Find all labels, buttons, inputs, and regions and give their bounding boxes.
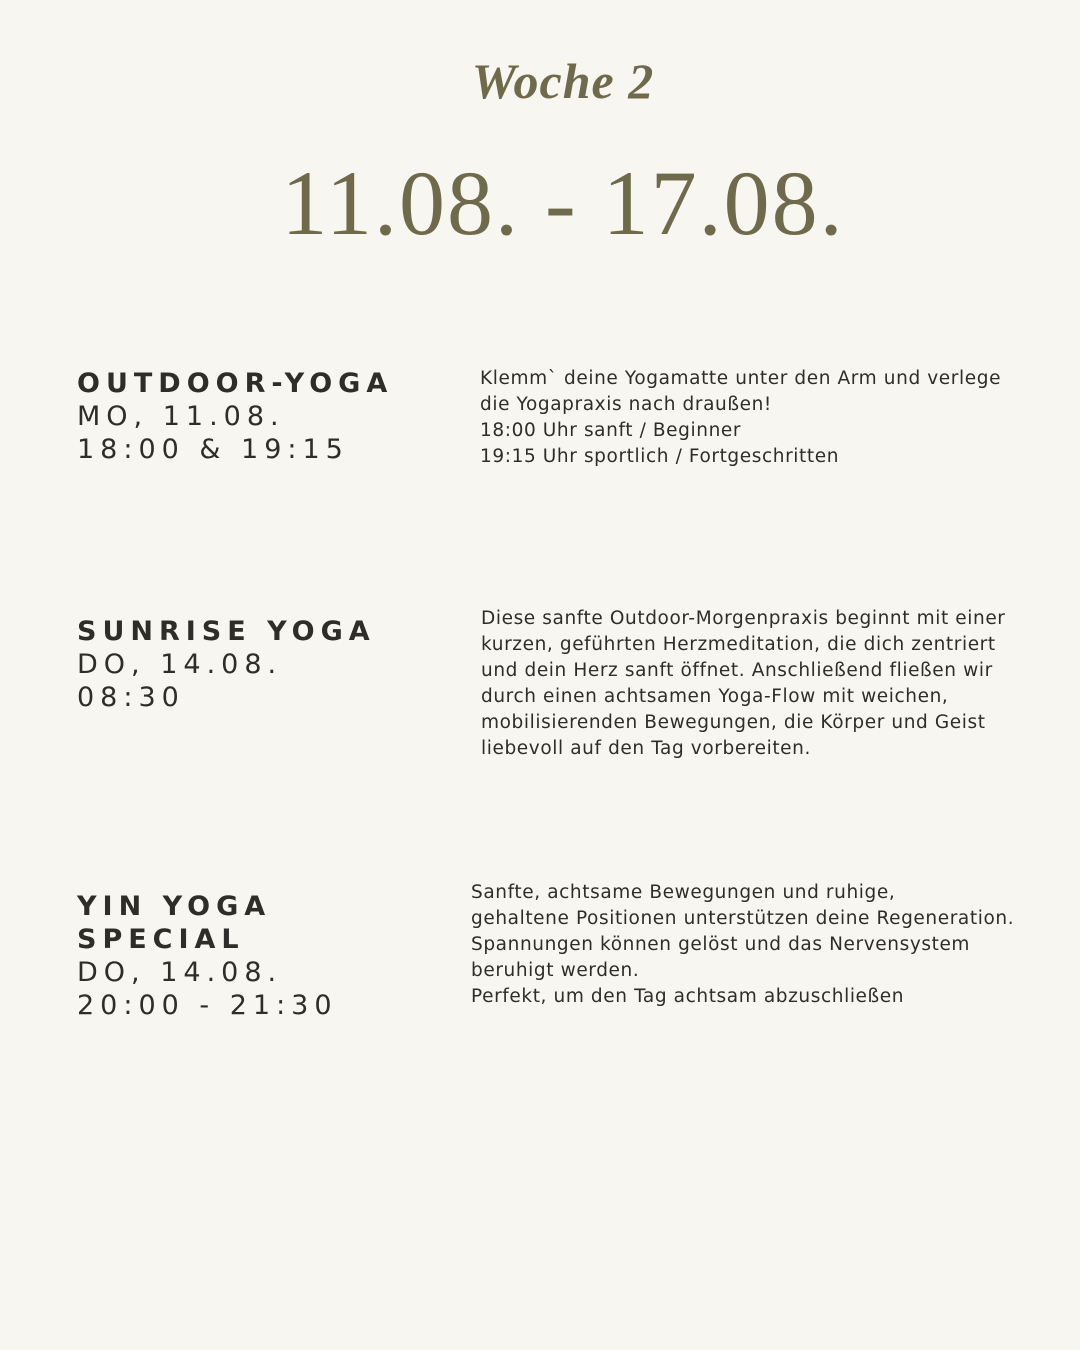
description-line: kurzen, geführten Herzmeditation, die dich zentriert bbox=[481, 634, 996, 655]
event-date: MO, 11.08. bbox=[77, 401, 285, 432]
event-time: 18:00 & 19:15 bbox=[77, 434, 349, 465]
description-line: beruhigt werden. bbox=[471, 960, 640, 981]
description-line: Sanfte, achtsame Bewegungen und ruhige, bbox=[471, 882, 896, 903]
date-range: 11.08. - 17.08. bbox=[281, 152, 845, 254]
description-line: und dein Herz sanft öffnet. Anschließend fließen wir bbox=[481, 660, 993, 681]
description-line: gehaltene Positionen unterstützen deine Regeneration. bbox=[471, 908, 1015, 929]
event-name: SUNRISE YOGA bbox=[77, 616, 376, 647]
event-name: SPECIAL bbox=[77, 924, 245, 955]
event-info bbox=[77, 367, 457, 466]
description-line: mobilisierenden Bewegungen, die Körper und Geist bbox=[481, 712, 986, 733]
event-description bbox=[481, 606, 1061, 762]
description-line: 19:15 Uhr sportlich / Fortgeschritten bbox=[480, 446, 840, 467]
event-info bbox=[77, 615, 457, 714]
event-name: OUTDOOR-YOGA bbox=[77, 368, 394, 399]
description-line: Klemm` deine Yogamatte unter den Arm und verlege bbox=[480, 368, 1002, 389]
description-line: 18:00 Uhr sanft / Beginner bbox=[480, 420, 742, 441]
description-line: die Yogapraxis nach draußen! bbox=[480, 394, 772, 415]
event-info bbox=[77, 890, 457, 1022]
event-date: DO, 14.08. bbox=[77, 957, 283, 988]
event-date: DO, 14.08. bbox=[77, 649, 283, 680]
event-name: YIN YOGA bbox=[77, 891, 272, 922]
event-time: 20:00 - 21:30 bbox=[77, 990, 338, 1021]
description-line: durch einen achtsamen Yoga-Flow mit weichen, bbox=[481, 686, 949, 707]
event-time: 08:30 bbox=[77, 682, 185, 713]
description-line: liebevoll auf den Tag vorbereiten. bbox=[481, 738, 811, 759]
week-title: Woche 2 bbox=[471, 53, 655, 109]
description-line: Diese sanfte Outdoor-Morgenpraxis beginnt mit einer bbox=[481, 608, 1006, 629]
description-line: Spannungen können gelöst und das Nervensystem bbox=[471, 934, 971, 955]
description-line: Perfekt, um den Tag achtsam abzuschließen bbox=[471, 986, 905, 1007]
event-description bbox=[480, 366, 1060, 470]
event-description bbox=[471, 880, 1051, 1010]
